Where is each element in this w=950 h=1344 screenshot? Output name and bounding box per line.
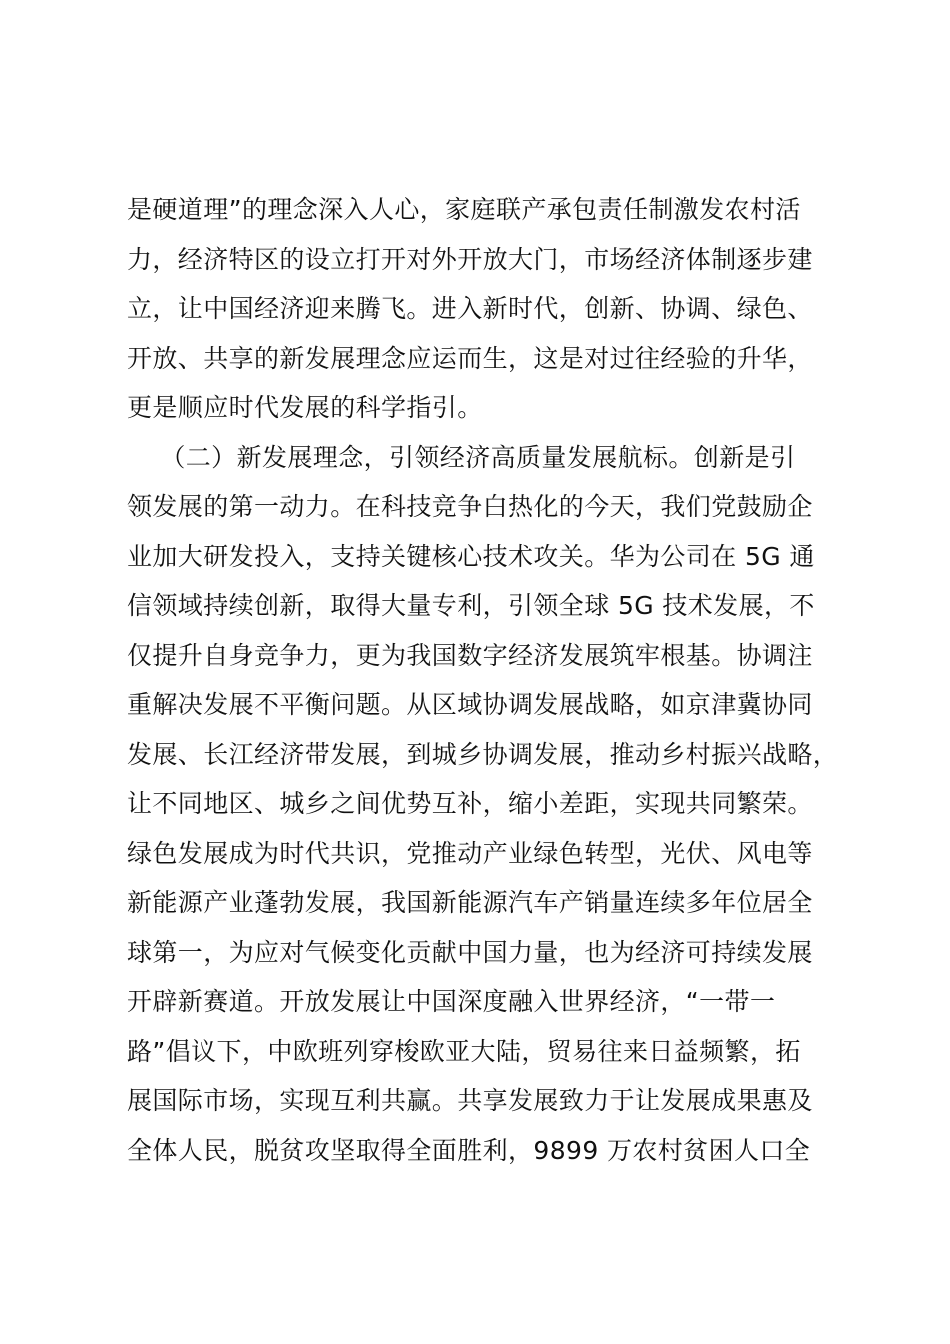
text-line: 全体人民，脱贫攻坚取得全面胜利，9899 万农村贫困人口全 <box>127 1135 811 1165</box>
text-line: 展国际市场，实现互利共赢。共享发展致力于让发展成果惠及 <box>127 1086 813 1115</box>
text-line: 重解决发展不平衡问题。从区域协调发展战略，如京津冀协同 <box>127 690 813 719</box>
text-line: 信领域持续创新，取得大量专利，引领全球 5G 技术发展，不 <box>127 591 815 620</box>
text-line: 仅提升自身竞争力，更为我国数字经济发展筑牢根基。协调注 <box>127 640 813 670</box>
text-line: 新能源产业蓬勃发展，我国新能源汽车产销量连续多年位居全 <box>127 888 813 917</box>
text-line: 力，经济特区的设立打开对外开放大门，市场经济体制逐步建 <box>127 244 813 274</box>
text-line: 业加大研发投入，支持关键核心技术攻关。华为公司在 5G 通 <box>127 541 815 571</box>
text-line: 路”倡议下，中欧班列穿梭欧亚大陆，贸易往来日益频繁，拓 <box>127 1036 801 1066</box>
text-line: 立，让中国经济迎来腾飞。进入新时代，创新、协调、绿色、 <box>127 294 813 323</box>
text-line: 领发展的第一动力。在科技竞争白热化的今天，我们党鼓励企 <box>127 492 813 521</box>
text-line: 开放、共享的新发展理念应运而生，这是对过往经验的升华， <box>127 343 813 373</box>
text-line: 是硬道理”的理念深入人心，家庭联产承包责任制激发农村活 <box>127 195 801 224</box>
text-line: 绿色发展成为时代共识，党推动产业绿色转型，光伏、风电等 <box>127 838 813 868</box>
text-line: 让不同地区、城乡之间优势互补，缩小差距，实现共同繁荣。 <box>127 789 813 818</box>
text-line: 开辟新赛道。开放发展让中国深度融入世界经济，“一带一 <box>127 987 776 1016</box>
text-line: （二）新发展理念，引领经济高质量发展航标。创新是引 <box>127 442 796 472</box>
text-line: 更是顺应时代发展的科学指引。 <box>127 393 483 422</box>
body-text <box>127 185 867 1175</box>
text-line: 发展、长江经济带发展，到城乡协调发展，推动乡村振兴战略， <box>127 739 839 769</box>
text-line: 球第一，为应对气候变化贡献中国力量，也为经济可持续发展 <box>127 937 813 967</box>
